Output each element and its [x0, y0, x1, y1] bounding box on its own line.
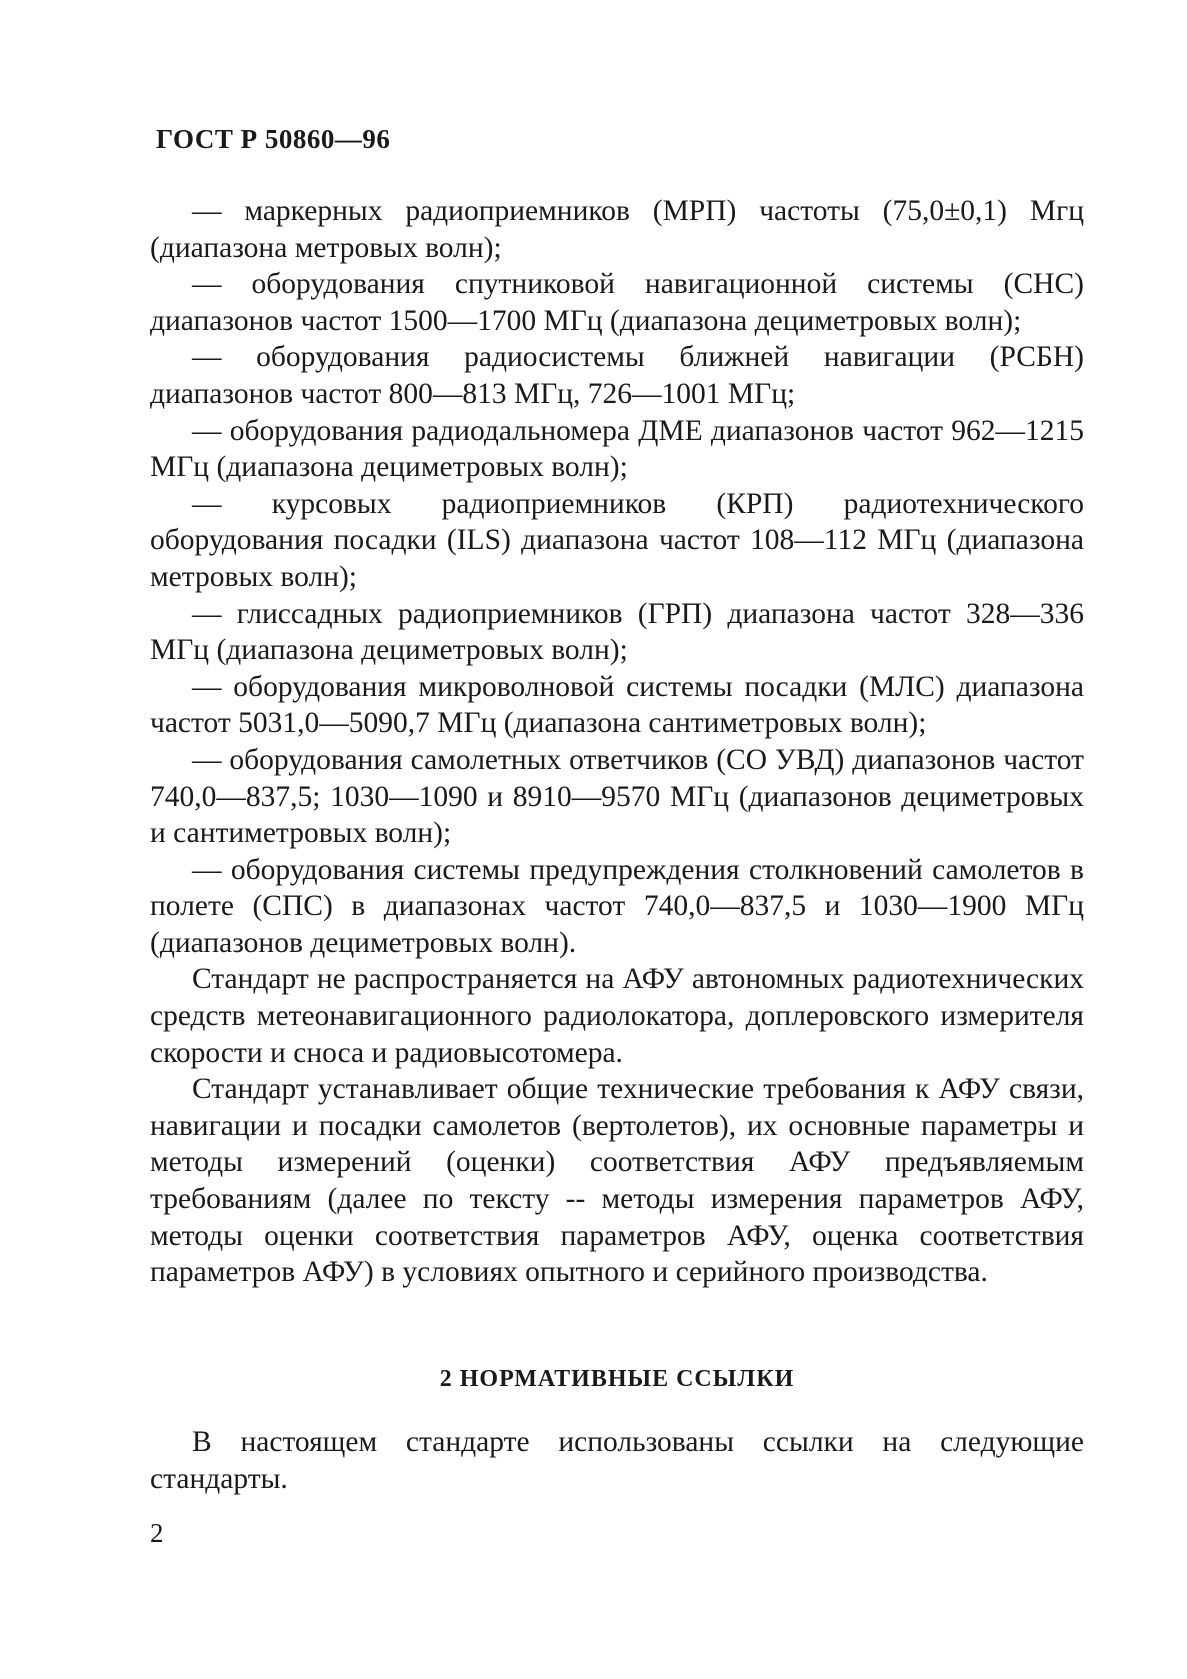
document-code-header: ГОСТ Р 50860—96 — [156, 124, 391, 154]
paragraph-grp: — глиссадных радиоприемников (ГРП) диапазона частот 328—336 МГц (диапазона дециметровых волн); — [150, 597, 1084, 667]
paragraph-so-uvd: — оборудования самолетных ответчиков (СО УВД) диапазонов частот 740,0—837,5; 1030—1090 и 8910—9570 МГц (диапазонов дециметровых и сантиметровых волн); — [150, 743, 1084, 850]
paragraph-scope-exclusion: Стандарт не распространяется на АФУ автономных радиотехнических средств метеонавигационного радиолокатора, доплеровского измерителя скорости и сноса и радиовысотомера. — [150, 963, 1084, 1069]
page-number: 2 — [150, 1518, 164, 1548]
paragraph-sns: — оборудования спутниковой навигационной системы (СНС) диапазонов частот 1500—1700 МГц (диапазона дециметровых волн); — [150, 268, 1084, 337]
section-title: 2 НОРМАТИВНЫЕ ССЫЛКИ — [439, 1366, 795, 1392]
paragraph-references-intro: В настоящем стандарте использованы ссылки на следующие стандарты. — [150, 1426, 1084, 1495]
main-text — [150, 193, 1084, 1291]
paragraph-krp: — курсовых радиоприемников (КРП) радиотехнического оборудования посадки (ILS) диапазона частот 108—112 МГц (диапазона метровых волн); — [150, 487, 1084, 593]
paragraph-rsbn: — оборудования радиосистемы ближней навигации (РСБН) диапазонов частот 800—813 МГц, 726—1001 МГц; — [150, 341, 1084, 410]
paragraph-dme: — оборудования радиодальномера ДМЕ диапазонов частот 962—1215 МГц (диапазона дециметровых волн); — [150, 414, 1084, 484]
paragraph-scope-definition: Стандарт устанавливает общие технические требования к АФУ связи, навигации и посадки самолетов (вертолетов), их основные параметры и методы измерений (оценки) соответствия АФУ предъявляемым требованиям (далее по тексту -- методы измерения параметров АФУ, методы оценки соответствия параметров АФУ, оценка соответствия параметров АФУ) в условиях опытного и серийного производства. — [150, 1073, 1084, 1289]
paragraph-sps: — оборудования системы предупреждения столкновений самолетов в полете (СПС) в диапазонах частот 740,0—837,5 и 1030—1900 МГц (диапазонов дециметровых волн). — [150, 853, 1084, 959]
paragraph-mrp: — маркерных радиоприемников (МРП) частоты (75,0±0,1) Мгц (диапазона метровых волн); — [150, 195, 1084, 264]
paragraph-mls: — оборудования микроволновой системы посадки (МЛС) диапазона частот 5031,0—5090,7 МГц (диапазона сантиметровых волн); — [150, 670, 1084, 740]
section-body — [150, 1424, 1084, 1497]
